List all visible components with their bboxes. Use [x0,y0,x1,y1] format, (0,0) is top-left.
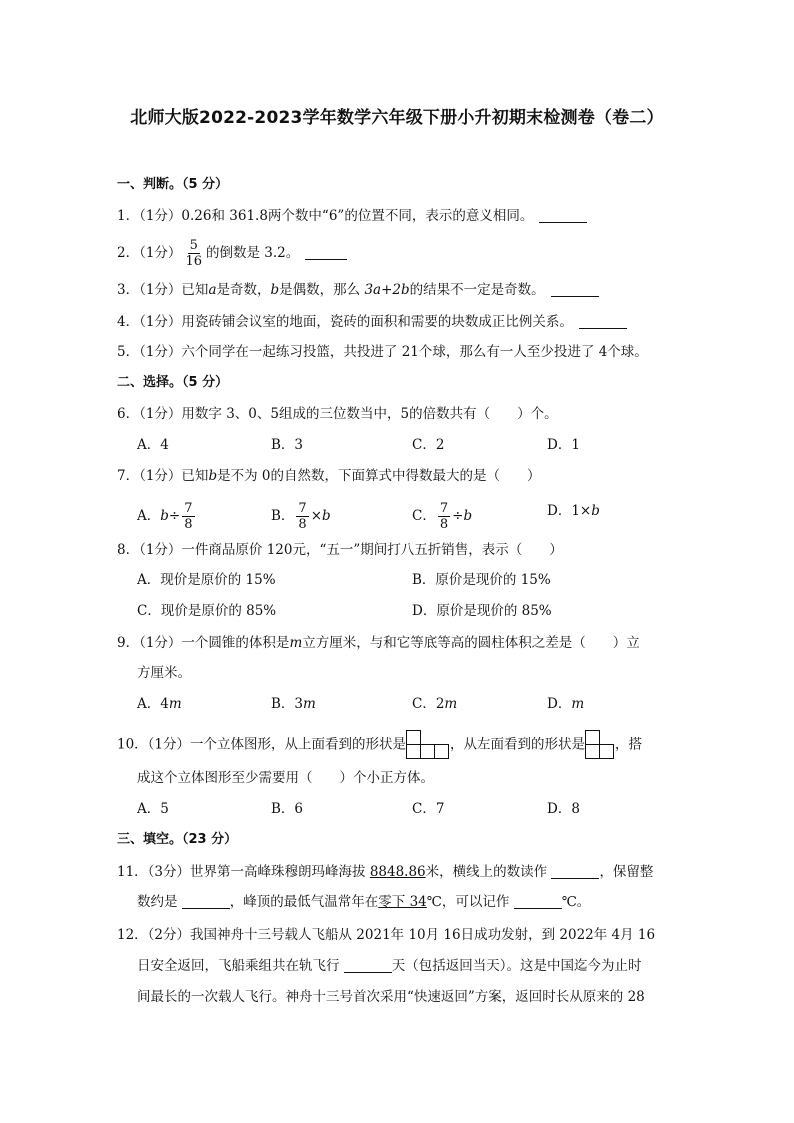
fraction [183,238,204,269]
q9-option-d[interactable] [547,694,584,714]
q8-option-b[interactable]: B．原价是现价的 15% [412,572,551,588]
q9-option-a[interactable] [137,694,182,714]
variable-b: b [208,468,218,484]
question-11-text: 11．（3分）世界第一高峰珠穆朗玛峰海拔 [117,864,370,880]
variable-b: b [270,282,280,298]
answer-blank[interactable] [182,894,230,909]
q8-option-c[interactable]: C．现价是原价的 85% [137,603,277,619]
operator: × [310,508,323,524]
variable-b: b [463,508,473,524]
left-view-figure [585,730,615,760]
question-2-text: 的倒数是 3.2。 [205,245,300,261]
q10-option-d[interactable]: D．8 [547,801,580,817]
question-11-text: ，峰顶的最低气温常年在 [229,894,379,910]
variable-b: b [160,508,169,524]
question-12-line2 [137,956,642,976]
question-3 [117,280,599,300]
question-5 [117,342,648,362]
section-heading-choice: 二、选择。（5 分） [117,375,229,390]
question-9 [117,633,640,653]
q7-option-b[interactable] [271,501,331,532]
fraction [296,501,308,532]
question-9-text: 9．（1分）一个圆锥的体积是 [117,635,290,651]
question-1-text: 1．（1分）0.26和 361.8两个数中“6”的位置不同，表示的意义相同。 [117,208,534,224]
question-11-text: 数约是 [137,894,182,910]
q9-option-c[interactable] [412,694,457,714]
question-4 [117,312,627,332]
question-10-text: ，搭 [615,736,643,753]
answer-blank[interactable] [539,208,587,223]
answer-blank[interactable] [514,894,562,909]
section-heading-fill: 三、填空。（23 分） [117,832,238,847]
question-11 [117,862,653,882]
question-10-line2: 成这个立体图形至少需要用（ ）个小正方体。 [137,770,434,786]
question-9-line2: 方厘米。 [137,665,191,681]
operator: ÷ [168,508,181,524]
question-11-text: 米，横线上的数读作 [425,864,552,880]
option-label: C．2 [412,696,445,712]
fraction-numerator: 7 [184,501,193,516]
variable-b: b [322,508,331,524]
fraction-numerator: 5 [189,238,198,253]
question-12: 12．（2分）我国神舟十三号载人飞船从 2021年 10月 16日成功发射，到 2022年 4月 16 [117,927,656,943]
question-3-text: 的结果不一定是奇数。 [409,282,545,298]
question-11-line2 [137,892,590,912]
underlined-number: 8848.86 [369,864,426,880]
answer-blank[interactable] [579,314,627,329]
option-label: B． [271,508,295,524]
variable-m: m [444,696,458,712]
q6-option-d[interactable]: D．1 [547,437,580,453]
q9-option-b[interactable] [271,694,316,714]
q6-option-c[interactable]: C．2 [412,437,445,453]
q10-option-b[interactable]: B．6 [271,801,304,817]
question-11-text: ℃，可以记作 [426,894,514,910]
q7-option-a[interactable] [137,501,197,532]
fraction-denominator: 8 [184,517,193,532]
top-view-figure [406,730,450,760]
section-heading-judge: 一、判断。（5 分） [117,177,229,192]
answer-blank[interactable] [551,282,599,297]
q10-option-a[interactable]: A．5 [137,801,169,817]
expression: 3a+2b [364,282,410,298]
question-10-text: 10．（1分）一个立体图形，从上面看到的形状是 [117,736,407,753]
fraction [438,501,450,532]
q8-option-d[interactable]: D．原价是现价的 85% [412,603,552,619]
question-12-text: 天（包括返回当天）。这是中国迄今为止时 [391,958,642,974]
option-label: A． [137,508,161,524]
fraction-denominator: 8 [298,517,307,532]
answer-blank[interactable] [305,245,347,260]
fraction-numerator: 7 [439,501,449,516]
question-2 [117,238,347,269]
q7-option-c[interactable] [412,501,472,532]
answer-blank[interactable] [344,958,392,973]
variable-b: b [591,503,600,519]
question-3-text: 3．（1分）已知 [117,282,209,298]
q7-option-d[interactable] [547,501,600,521]
question-11-text: ℃。 [561,894,591,910]
fraction-numerator: 7 [298,501,307,516]
option-label: D． [547,696,572,712]
question-7-text: 是不为 0的自然数，下面算式中得数最大的是（ ） [217,468,541,484]
option-label: C． [412,508,436,524]
answer-blank[interactable] [551,864,599,879]
q6-option-a[interactable]: A．4 [137,437,169,453]
underlined-temperature: 零下 34 [378,894,427,910]
variable-m: m [168,696,182,712]
question-9-text: 立方厘米，与和它等底等高的圆柱体积之差是（ ）立 [302,635,640,651]
question-4-text: 4．（1分）用瓷砖铺会议室的地面，瓷砖的面积和需要的块数成正比例关系。 [117,314,573,330]
question-10 [117,730,642,760]
question-11-text: ，保留整 [599,864,654,880]
question-7 [117,466,540,486]
page-title: 北师大版2022-2023学年数学六年级下册小升初期末检测卷（卷二） [130,108,664,128]
question-3-text: 是偶数，那么 [279,282,365,298]
variable-m: m [303,696,316,712]
fraction-denominator: 16 [185,254,202,269]
question-6: 6．（1分）用数字 3、0、5组成的三位数当中，5的倍数共有（ ）个。 [117,406,558,422]
question-3-text: 是奇数， [216,282,271,298]
question-5-text: 5．（1分）六个同学在一起练习投篮，共投进了 21个球，那么有一人至少投进了 4个球。 [117,344,648,360]
operator: ÷ [452,508,464,524]
q10-option-c[interactable]: C．7 [412,801,445,817]
question-2-prefix: 2．（1分） [117,245,182,261]
question-12-text: 日安全返回，飞船乘组共在轨飞行 [137,958,344,974]
question-10-text: ，从左面看到的形状是 [450,736,586,753]
question-12-line3: 间最长的一次载人飞行。神舟十三号首次采用“快速返回”方案，返回时长从原来的 28 [137,989,645,1005]
q8-option-a[interactable]: A．现价是原价的 15% [137,572,276,588]
variable-m: m [289,635,303,651]
q6-option-b[interactable]: B．3 [271,437,304,453]
question-1 [117,206,587,226]
variable-m: m [571,696,585,712]
option-label: A．4 [137,696,169,712]
variable-a: a [208,282,217,298]
fraction [182,501,194,532]
question-7-text: 7．（1分）已知 [117,468,209,484]
fraction-denominator: 8 [439,517,449,532]
option-label: D．1× [547,503,592,519]
question-8: 8．（1分）一件商品原价 120元，“五一”期间打八五折销售，表示（ ） [117,542,563,558]
option-label: B．3 [271,696,304,712]
